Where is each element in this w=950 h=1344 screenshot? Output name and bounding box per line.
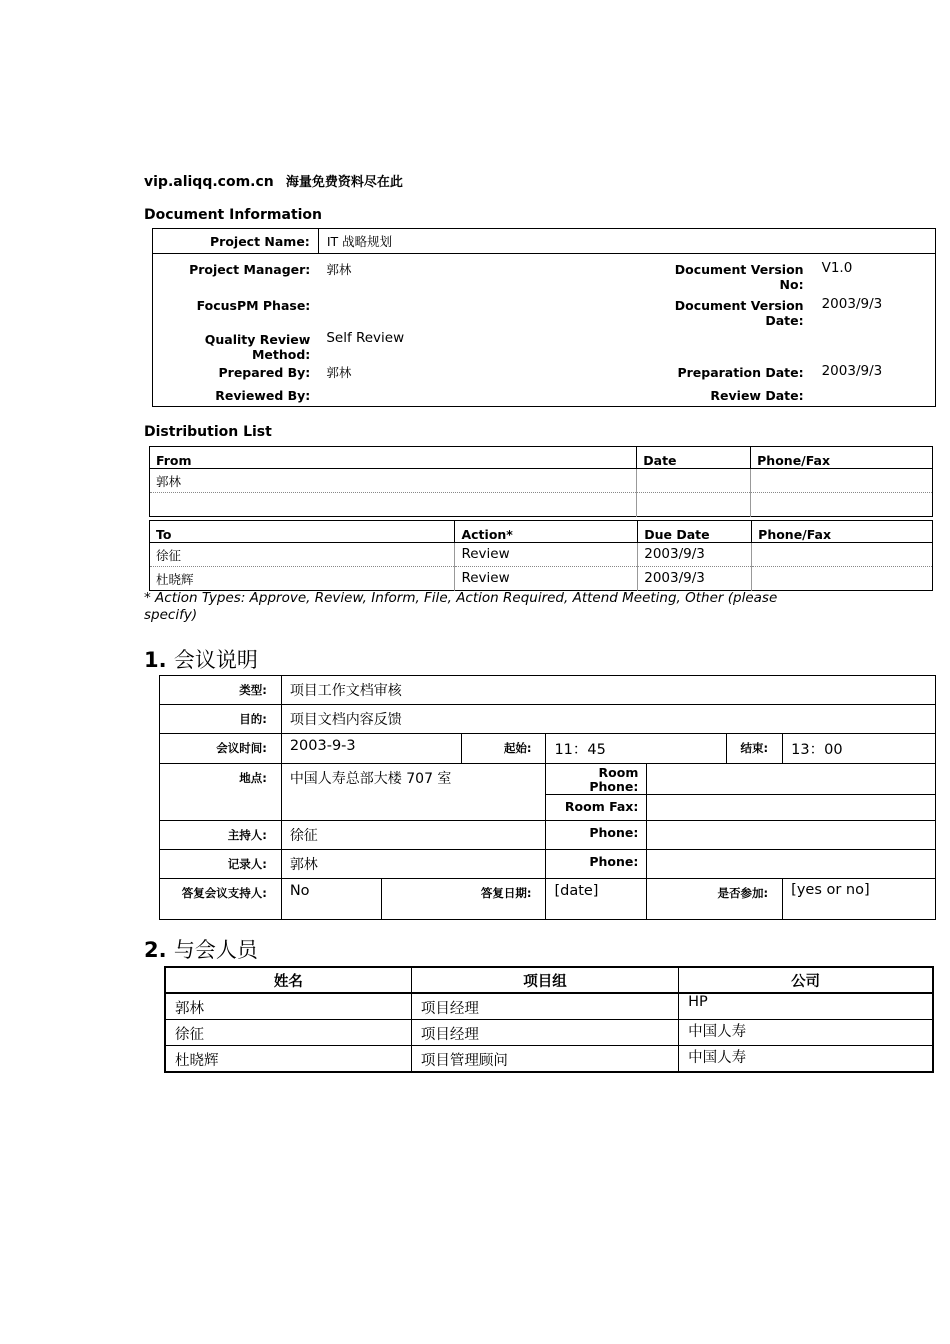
- reply-date-label: 答复日期:: [381, 879, 546, 920]
- from-phone-cell: [751, 493, 933, 517]
- from-date-header: Date: [637, 447, 751, 469]
- doc-info-title: Document Information: [144, 207, 323, 223]
- section1-number: 1.: [144, 648, 167, 672]
- recorder-phone-label: Phone:: [546, 850, 647, 879]
- start-label: 起始:: [461, 734, 546, 764]
- focuspm-phase-label: FocusPM Phase:: [196, 298, 311, 313]
- section1-heading: [144, 644, 258, 674]
- attendee-group: 项目经理: [411, 1020, 678, 1046]
- from-name-cell: [150, 493, 637, 517]
- section2-number: 2.: [144, 938, 167, 962]
- doc-version-date-value: 2003/9/3: [821, 296, 883, 312]
- recorder-label: 记录人:: [160, 850, 282, 879]
- attendee-company: 中国人寿: [679, 1046, 933, 1073]
- attend-value: [yes or no]: [783, 879, 936, 920]
- due-date-cell: 2003/9/3: [638, 567, 752, 591]
- end-label: 结束:: [727, 734, 783, 764]
- action-header: Action*: [455, 521, 638, 543]
- reply-date-value: [date]: [546, 879, 647, 920]
- table-row: [165, 1020, 933, 1046]
- attendee-name: 杜晓辉: [165, 1046, 411, 1073]
- quality-review-value: Self Review: [326, 330, 405, 346]
- host-phone-label: Phone:: [546, 821, 647, 850]
- project-name-value: IT 战略规划: [318, 229, 935, 254]
- reviewed-by-value: [318, 385, 667, 407]
- project-manager-value: 郭林: [326, 262, 352, 277]
- from-phone-cell: [751, 469, 933, 493]
- table-row: [150, 469, 933, 493]
- recorder-phone-value: [647, 850, 936, 879]
- doc-info-table: [152, 228, 936, 407]
- start-value: 11：45: [546, 734, 727, 764]
- location-label: 地点:: [160, 764, 282, 821]
- host-label: 主持人:: [160, 821, 282, 850]
- to-phone-cell: [752, 567, 933, 591]
- reply-value: No: [281, 879, 381, 920]
- due-date-header: Due Date: [638, 521, 752, 543]
- from-header: From: [150, 447, 637, 469]
- quality-review-label: Quality Review Method:: [204, 332, 311, 362]
- meeting-date-value: 2003-9-3: [281, 734, 461, 764]
- table-row: [165, 993, 933, 1020]
- distribution-title: Distribution List: [144, 424, 272, 440]
- attendee-company: 中国人寿: [679, 1020, 933, 1046]
- attendees-table: [164, 966, 934, 1073]
- distribution-from-table: [149, 446, 933, 517]
- preparation-date-value: 2003/9/3: [821, 363, 883, 379]
- prepared-by-label: Prepared By:: [218, 365, 311, 380]
- section2-heading: [144, 934, 258, 964]
- from-name-cell: 郭林: [150, 469, 637, 493]
- location-value: 中国人寿总部大楼 707 室: [281, 764, 546, 821]
- attendee-name: 郭林: [165, 993, 411, 1020]
- meeting-table: [159, 675, 936, 920]
- site-tagline: 海量免费资料尽在此: [285, 175, 403, 190]
- preparation-date-label: Preparation Date:: [677, 365, 804, 380]
- company-header: 公司: [679, 967, 933, 993]
- to-phone-header: Phone/Fax: [752, 521, 933, 543]
- from-phone-header: Phone/Fax: [751, 447, 933, 469]
- purpose-label: 目的:: [160, 705, 282, 734]
- attendee-group: 项目管理顾问: [411, 1046, 678, 1073]
- to-name-cell: 徐征: [150, 543, 455, 567]
- table-row: [165, 1046, 933, 1073]
- section2-title: 与会人员: [173, 938, 258, 962]
- review-date-value: [812, 385, 936, 407]
- type-label: 类型:: [160, 676, 282, 705]
- recorder-value: 郭林: [281, 850, 546, 879]
- table-row: [150, 493, 933, 517]
- end-value: 13：00: [783, 734, 936, 764]
- doc-version-date-label: Document Version Date:: [674, 298, 804, 328]
- reviewed-by-label: Reviewed By:: [215, 388, 311, 403]
- focuspm-phase-value: [318, 292, 667, 328]
- to-header: To: [150, 521, 455, 543]
- group-header: 项目组: [411, 967, 678, 993]
- doc-version-no-label: Document Version No:: [674, 262, 804, 292]
- prepared-by-value: 郭林: [326, 365, 352, 380]
- host-value: 徐征: [281, 821, 546, 850]
- meeting-time-label: 会议时间:: [160, 734, 282, 764]
- attendee-name: 徐征: [165, 1020, 411, 1046]
- host-phone-value: [647, 821, 936, 850]
- section1-title: 会议说明: [173, 648, 258, 672]
- purpose-value: 项目文档内容反馈: [281, 705, 935, 734]
- reply-label: 答复会议支持人:: [160, 879, 282, 920]
- action-cell: Review: [455, 567, 638, 591]
- from-date-cell: [637, 493, 751, 517]
- type-value: 项目工作文档审核: [281, 676, 935, 705]
- doc-version-no-value: V1.0: [821, 260, 853, 276]
- distribution-to-table: [149, 520, 933, 591]
- room-phone-label: Room Phone:: [546, 764, 647, 795]
- project-manager-label: Project Manager:: [189, 262, 311, 277]
- due-date-cell: 2003/9/3: [638, 543, 752, 567]
- to-phone-cell: [752, 543, 933, 567]
- room-phone-value: [647, 764, 936, 795]
- action-types-note: * Action Types: Approve, Review, Inform, File, Action Required, Attend Meeting, Other (please specify): [144, 590, 778, 623]
- site-header: [144, 171, 403, 190]
- project-name-label: Project Name:: [153, 229, 319, 254]
- name-header: 姓名: [165, 967, 411, 993]
- room-fax-value: [647, 795, 936, 821]
- attend-label: 是否参加:: [647, 879, 783, 920]
- review-date-label: Review Date:: [710, 388, 804, 403]
- to-name-cell: 杜晓辉: [150, 567, 455, 591]
- room-fax-label: Room Fax:: [546, 795, 647, 821]
- table-row: [150, 567, 933, 591]
- table-row: [150, 543, 933, 567]
- action-cell: Review: [455, 543, 638, 567]
- attendee-company: HP: [679, 993, 933, 1020]
- from-date-cell: [637, 469, 751, 493]
- attendee-group: 项目经理: [411, 993, 678, 1020]
- site-url[interactable]: vip.aliqq.com.cn: [144, 174, 274, 190]
